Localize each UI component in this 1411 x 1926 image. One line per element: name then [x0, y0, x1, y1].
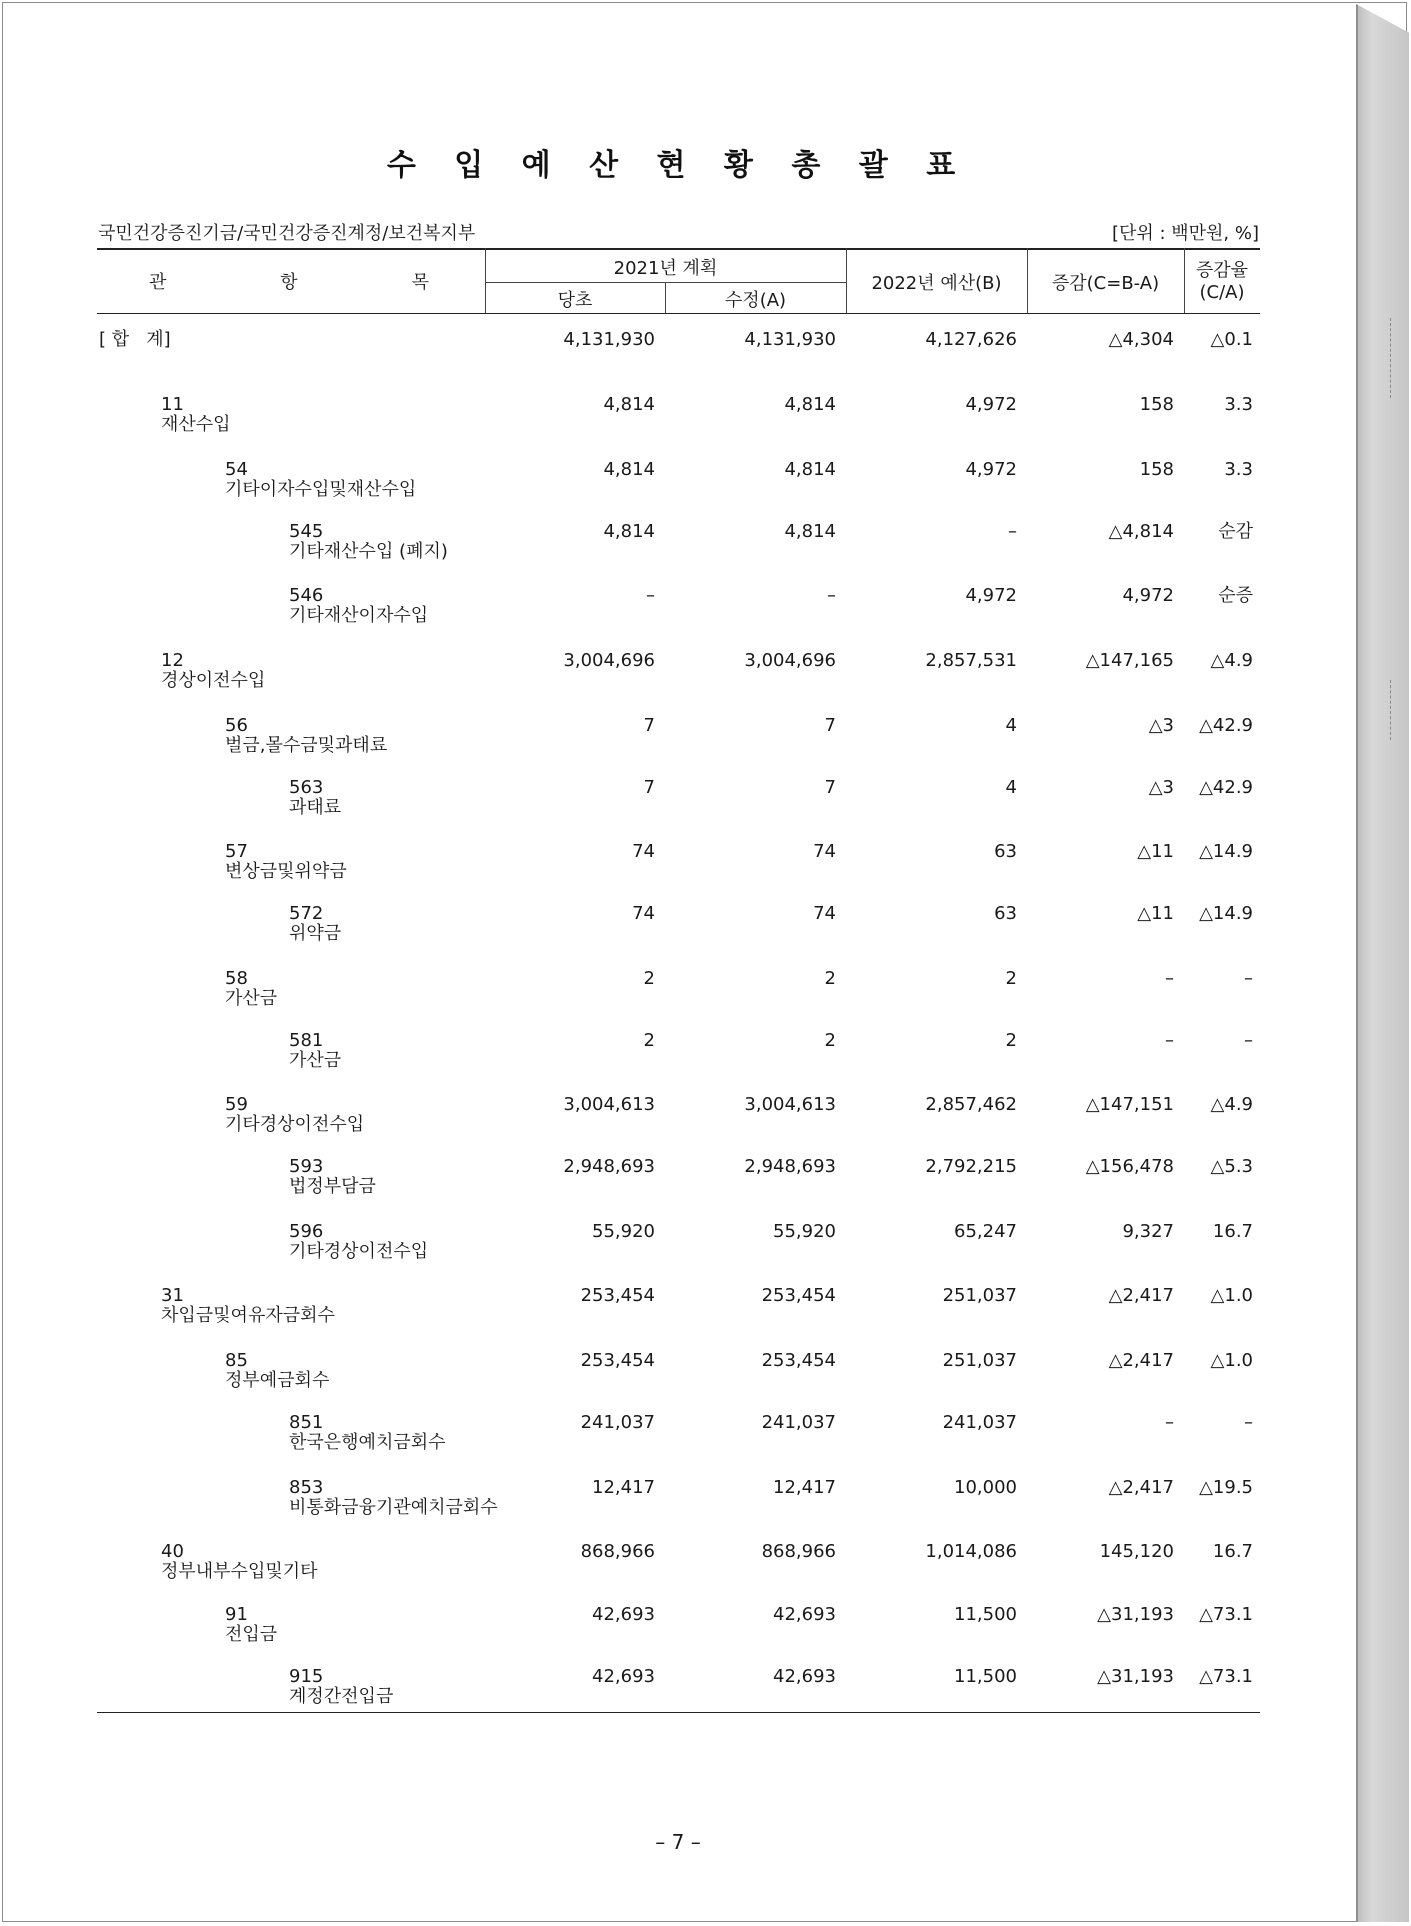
row-rate: 순증 [1218, 585, 1253, 606]
row-code: 545 [289, 521, 324, 542]
row-rate: △1.0 [1210, 1285, 1253, 1306]
header-rate-line2: (C/A) [1199, 282, 1245, 303]
row-rate: △42.9 [1199, 715, 1253, 736]
row-change: △3 [1148, 777, 1174, 798]
table-row [97, 1157, 1260, 1207]
row-name: 계정간전입금 [289, 1686, 394, 1707]
table-row [97, 460, 1260, 510]
row-rate: 16.7 [1212, 1221, 1253, 1242]
row-budget: 2 [1005, 968, 1017, 989]
row-rate: 16.7 [1212, 1541, 1253, 1562]
row-rate: 3.3 [1224, 459, 1253, 480]
row-revised: 4,814 [784, 459, 836, 480]
table-row [97, 1478, 1260, 1528]
row-rate: △4.9 [1210, 1094, 1253, 1115]
row-revised: 7 [824, 715, 836, 736]
header-change: 증감(C=B-A) [1051, 273, 1160, 294]
header-account-mok: 목 [411, 272, 429, 293]
row-change: △11 [1137, 903, 1174, 924]
row-rate: △42.9 [1199, 777, 1253, 798]
row-code: 85 [225, 1350, 248, 1371]
table-top-rule [97, 248, 1260, 250]
row-name: 정부내부수입및기타 [161, 1561, 318, 1582]
row-name: 전입금 [225, 1624, 278, 1645]
row-initial: 253,454 [580, 1285, 655, 1306]
row-budget: 10,000 [954, 1477, 1017, 1498]
row-change: 4,972 [1122, 585, 1174, 606]
header-subdivider [485, 282, 846, 283]
row-change: – [1165, 1412, 1174, 1433]
row-initial: 3,004,613 [563, 1094, 655, 1115]
row-code: 12 [161, 650, 184, 671]
row-code: 593 [289, 1156, 324, 1177]
row-revised: 2,948,693 [744, 1156, 836, 1177]
row-budget: 2,792,215 [925, 1156, 1017, 1177]
edge-mark [1390, 680, 1391, 740]
header-account [149, 268, 429, 294]
row-revised: 4,814 [784, 394, 836, 415]
total-revised: 4,131,930 [744, 329, 836, 350]
row-change: △2,417 [1108, 1350, 1174, 1371]
row-revised: 7 [824, 777, 836, 798]
row-budget: 11,500 [954, 1604, 1017, 1625]
row-code: 851 [289, 1412, 324, 1433]
row-code: 596 [289, 1221, 324, 1242]
row-revised: 3,004,696 [744, 650, 836, 671]
row-name: 정부예금회수 [225, 1370, 330, 1391]
header-rate-line1: 증감율 [1195, 260, 1249, 281]
row-code: 40 [161, 1541, 184, 1562]
row-change: △2,417 [1108, 1285, 1174, 1306]
row-code: 546 [289, 585, 324, 606]
row-rate: △1.0 [1210, 1350, 1253, 1371]
row-change: △4,814 [1108, 521, 1174, 542]
row-budget: 4,972 [965, 394, 1017, 415]
total-label: [ 합 계] [99, 329, 171, 350]
row-revised: 3,004,613 [744, 1094, 836, 1115]
row-name: 차입금및여유자금회수 [161, 1305, 335, 1326]
row-initial: 2 [643, 968, 655, 989]
row-budget: 4,972 [965, 585, 1017, 606]
row-code: 572 [289, 903, 324, 924]
budget-table [97, 248, 1260, 1713]
row-revised: 55,920 [773, 1221, 836, 1242]
header-revised: 수정(A) [724, 290, 787, 311]
row-rate: △73.1 [1199, 1666, 1253, 1687]
row-revised: 2 [824, 968, 836, 989]
row-change: 158 [1139, 459, 1174, 480]
row-revised: 74 [813, 841, 836, 862]
table-row [97, 1667, 1260, 1717]
row-initial: 241,037 [580, 1412, 655, 1433]
row-initial: – [646, 585, 655, 606]
row-change: △3 [1148, 715, 1174, 736]
row-revised: 74 [813, 903, 836, 924]
table-header-rule [97, 313, 1260, 314]
row-rate: – [1244, 1030, 1253, 1051]
row-code: 59 [225, 1094, 248, 1115]
row-name: 기타경상이전수입 [225, 1114, 365, 1135]
row-change: 158 [1139, 394, 1174, 415]
row-name: 가산금 [225, 988, 278, 1009]
page-curl-edge [1356, 4, 1409, 1922]
total-budget: 4,127,626 [925, 329, 1017, 350]
row-initial: 2,948,693 [563, 1156, 655, 1177]
row-name: 법정부담금 [289, 1176, 376, 1197]
row-code: 31 [161, 1285, 184, 1306]
header-plan-2021: 2021년 계획 [613, 258, 718, 279]
row-initial: 74 [632, 841, 655, 862]
row-budget: 63 [994, 903, 1017, 924]
row-rate: 순감 [1218, 521, 1253, 542]
row-revised: 42,693 [773, 1604, 836, 1625]
row-budget: 241,037 [942, 1412, 1017, 1433]
table-row [97, 395, 1260, 445]
table-row [97, 716, 1260, 766]
row-change: 9,327 [1122, 1221, 1174, 1242]
row-rate: 3.3 [1224, 394, 1253, 415]
row-name: 비통화금융기관예치금회수 [289, 1497, 498, 1518]
row-initial: 4,814 [603, 459, 655, 480]
row-code: 54 [225, 459, 248, 480]
table-row [97, 1351, 1260, 1401]
row-budget: 251,037 [942, 1285, 1017, 1306]
row-initial: 3,004,696 [563, 650, 655, 671]
row-budget: 4,972 [965, 459, 1017, 480]
row-initial: 4,814 [603, 521, 655, 542]
row-rate: – [1244, 968, 1253, 989]
row-initial: 4,814 [603, 394, 655, 415]
fund-path: 국민건강증진기금/국민건강증진계정/보건복지부 [98, 223, 476, 244]
header-account-hang: 항 [280, 272, 298, 293]
row-initial: 42,693 [592, 1604, 655, 1625]
row-name: 가산금 [289, 1050, 342, 1071]
row-rate: △14.9 [1199, 841, 1253, 862]
row-change: △31,193 [1097, 1604, 1174, 1625]
row-code: 581 [289, 1030, 324, 1051]
table-row [97, 842, 1260, 892]
edge-mark [1390, 318, 1391, 398]
row-revised: 241,037 [761, 1412, 836, 1433]
row-code: 57 [225, 841, 248, 862]
header-account-gwan: 관 [149, 272, 167, 293]
row-budget: 2,857,462 [925, 1094, 1017, 1115]
row-budget: 65,247 [954, 1221, 1017, 1242]
row-change: 145,120 [1099, 1541, 1174, 1562]
row-revised: – [827, 585, 836, 606]
row-initial: 253,454 [580, 1350, 655, 1371]
table-row [97, 651, 1260, 701]
row-name: 변상금및위약금 [225, 861, 347, 882]
row-revised: 253,454 [761, 1350, 836, 1371]
row-rate: △5.3 [1210, 1156, 1253, 1177]
table-row [97, 1095, 1260, 1145]
row-change: – [1165, 968, 1174, 989]
row-name: 기타재산수입 (폐지) [289, 541, 448, 562]
row-revised: 42,693 [773, 1666, 836, 1687]
header-initial: 당초 [557, 290, 593, 311]
row-rate: – [1244, 1412, 1253, 1433]
header-budget-2022: 2022년 예산(B) [871, 273, 1002, 294]
row-initial: 2 [643, 1030, 655, 1051]
total-row [97, 330, 1260, 380]
row-name: 기타이자수입및재산수입 [225, 479, 417, 500]
total-rate: △0.1 [1210, 329, 1253, 350]
row-name: 기타경상이전수입 [289, 1241, 429, 1262]
row-rate: △73.1 [1199, 1604, 1253, 1625]
row-name: 한국은행예치금회수 [289, 1432, 446, 1453]
table-row [97, 1605, 1260, 1655]
row-budget: 4 [1005, 715, 1017, 736]
row-name: 벌금,몰수금및과태료 [225, 735, 388, 756]
row-rate: △14.9 [1199, 903, 1253, 924]
table-row [97, 1286, 1260, 1336]
row-code: 563 [289, 777, 324, 798]
table-row [97, 586, 1260, 636]
table-row [97, 1542, 1260, 1592]
row-revised: 12,417 [773, 1477, 836, 1498]
row-name: 경상이전수입 [161, 670, 266, 691]
row-change: △147,151 [1085, 1094, 1174, 1115]
row-budget: 63 [994, 841, 1017, 862]
row-name: 과태료 [289, 797, 342, 818]
table-row [97, 904, 1260, 954]
row-budget: 251,037 [942, 1350, 1017, 1371]
total-initial: 4,131,930 [563, 329, 655, 350]
page-title: 수 입 예 산 현 황 총 괄 표 [386, 148, 970, 183]
row-change: △156,478 [1085, 1156, 1174, 1177]
row-budget: 11,500 [954, 1666, 1017, 1687]
row-budget: 2,857,531 [925, 650, 1017, 671]
row-initial: 42,693 [592, 1666, 655, 1687]
row-code: 853 [289, 1477, 324, 1498]
table-row [97, 522, 1260, 572]
row-rate: △19.5 [1199, 1477, 1253, 1498]
table-row [97, 778, 1260, 828]
page-number: – 7 – [655, 1830, 701, 1854]
table-row [97, 1413, 1260, 1463]
row-rate: △4.9 [1210, 650, 1253, 671]
row-initial: 55,920 [592, 1221, 655, 1242]
row-code: 11 [161, 394, 184, 415]
row-code: 91 [225, 1604, 248, 1625]
row-revised: 868,966 [761, 1541, 836, 1562]
row-revised: 2 [824, 1030, 836, 1051]
row-change: – [1165, 1030, 1174, 1051]
row-budget: 2 [1005, 1030, 1017, 1051]
row-name: 재산수입 [161, 414, 231, 435]
row-budget: 1,014,086 [925, 1541, 1017, 1562]
row-code: 56 [225, 715, 248, 736]
row-change: △31,193 [1097, 1666, 1174, 1687]
row-change: △11 [1137, 841, 1174, 862]
row-budget: 4 [1005, 777, 1017, 798]
row-change: △2,417 [1108, 1477, 1174, 1498]
row-initial: 7 [643, 715, 655, 736]
row-revised: 253,454 [761, 1285, 836, 1306]
row-code: 915 [289, 1666, 324, 1687]
unit-note: [단위 : 백만원, %] [1111, 223, 1259, 244]
row-name: 기타재산이자수입 [289, 605, 429, 626]
row-change: △147,165 [1085, 650, 1174, 671]
row-budget: – [1008, 521, 1017, 542]
table-row [97, 1031, 1260, 1081]
row-initial: 7 [643, 777, 655, 798]
row-revised: 4,814 [784, 521, 836, 542]
row-initial: 868,966 [580, 1541, 655, 1562]
table-row [97, 1222, 1260, 1272]
total-change: △4,304 [1108, 329, 1174, 350]
row-initial: 74 [632, 903, 655, 924]
row-name: 위약금 [289, 923, 342, 944]
row-initial: 12,417 [592, 1477, 655, 1498]
table-row [97, 969, 1260, 1019]
row-code: 58 [225, 968, 248, 989]
